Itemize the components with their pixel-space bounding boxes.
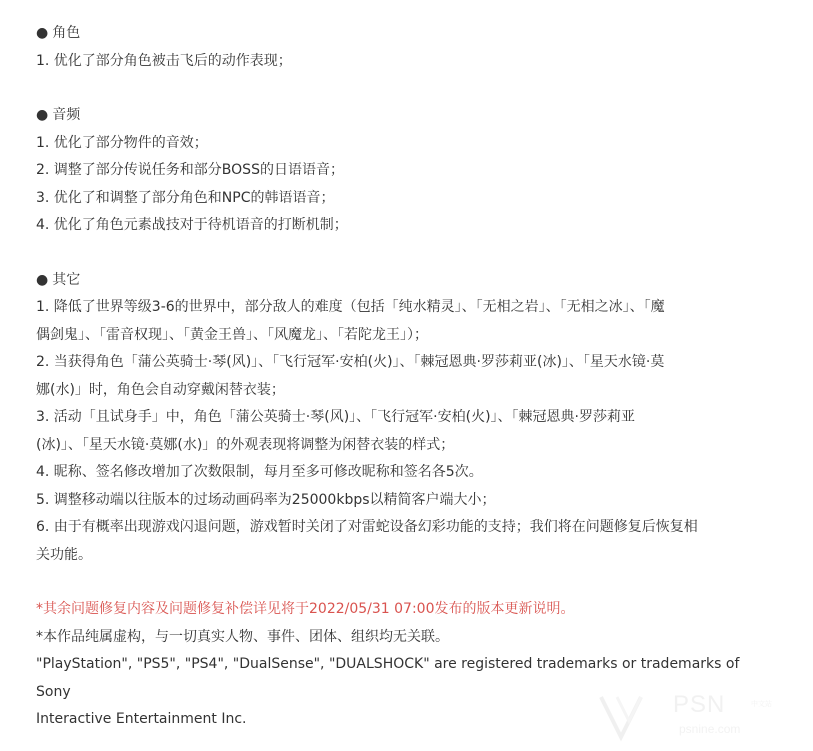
watermark-logo-icon [595,691,675,743]
list-item-line: (冰)」、「星天水镜·莫娜(水)」的外观表现将调整为闲替衣装的样式； [36,436,455,453]
psnine-watermark [595,691,785,743]
section-heading-text: 其它 [52,271,81,288]
list-item-line: 6. 由于有概率出现游戏闪退问题，游戏暂时关闭了对雷蛇设备幻彩功能的支持；我们将在问题修复后恢复相 [36,519,698,535]
list-item: 1. 优化了部分角色被击飞后的动作表现； [36,52,292,69]
watermark-url: psnine.com [679,722,741,736]
list-item-line: 关功能。 [36,546,92,563]
section-heading-text: 角色 [52,25,81,41]
list-item-line: 3. 活动「且试身手」中，角色「蒲公英骑士·琴(风)」、「飞行冠军·安柏(火)」、「棘冠恩典·罗莎莉亚 [36,409,636,425]
patch-notes-document [36,20,766,734]
bullet-icon: ● [36,107,49,123]
fiction-disclaimer: *本作品纯属虚构，与一切真实人物、事件、团体、组织均无关联。 [36,628,449,645]
watermark-logo-text: PSN [673,691,726,718]
list-item-line: 娜(水)」时，角色会自动穿戴闲替衣装； [36,381,285,398]
list-item-line: 偶剑鬼」、「雷音权现」、「黄金王兽」、「风魔龙」、「若陀龙王」）； [36,326,428,343]
list-item: 3. 优化了和调整了部分角色和NPC的韩语语音； [36,189,335,206]
section-heading-other [36,267,766,295]
list-item-line: 2. 当获得角色「蒲公英骑士·琴(风)」、「飞行冠军·安柏(火)」、「棘冠恩典·罗莎莉亚(冰)」、「星天水镜·莫 [36,354,665,370]
bug-fix-compensation-note: *其余问题修复内容及问题修复补偿详见将于2022/05/31 07:00发布的版本更新说明。 [36,601,575,617]
section-heading-text: 音频 [52,107,81,123]
list-item-line: 1. 降低了世界等级3-6的世界中，部分敌人的难度（包括「纯水精灵」、「无相之岩」、「无相之冰」、「魔 [36,299,665,315]
spacer [36,569,766,596]
bullet-icon: ● [36,25,49,41]
list-item: 2. 调整了部分传说任务和部分BOSS的日语语音； [36,162,344,178]
spacer [36,240,766,267]
trademark-notice-line: "PlayStation", "PS5", "PS4", "DualSense", "DUALSHOCK" are registered trademarks or trademarks of Sony [36,656,740,700]
list-item-line: 5. 调整移动端以往版本的过场动画码率为25000kbps以精简客户端大小； [36,491,496,508]
bullet-icon: ● [36,271,49,288]
list-item-line: 4. 昵称、签名修改增加了次数限制，每月至多可修改昵称和签名各5次。 [36,464,483,480]
trademark-notice-line: Interactive Entertainment Inc. [36,711,247,727]
list-item: 1. 优化了部分物件的音效； [36,134,208,151]
watermark-tag: 中文站 [751,700,772,708]
section-heading-audio [36,102,766,130]
section-heading-role [36,20,766,48]
spacer [36,75,766,102]
list-item: 4. 优化了角色元素战技对于待机语音的打断机制； [36,217,348,233]
